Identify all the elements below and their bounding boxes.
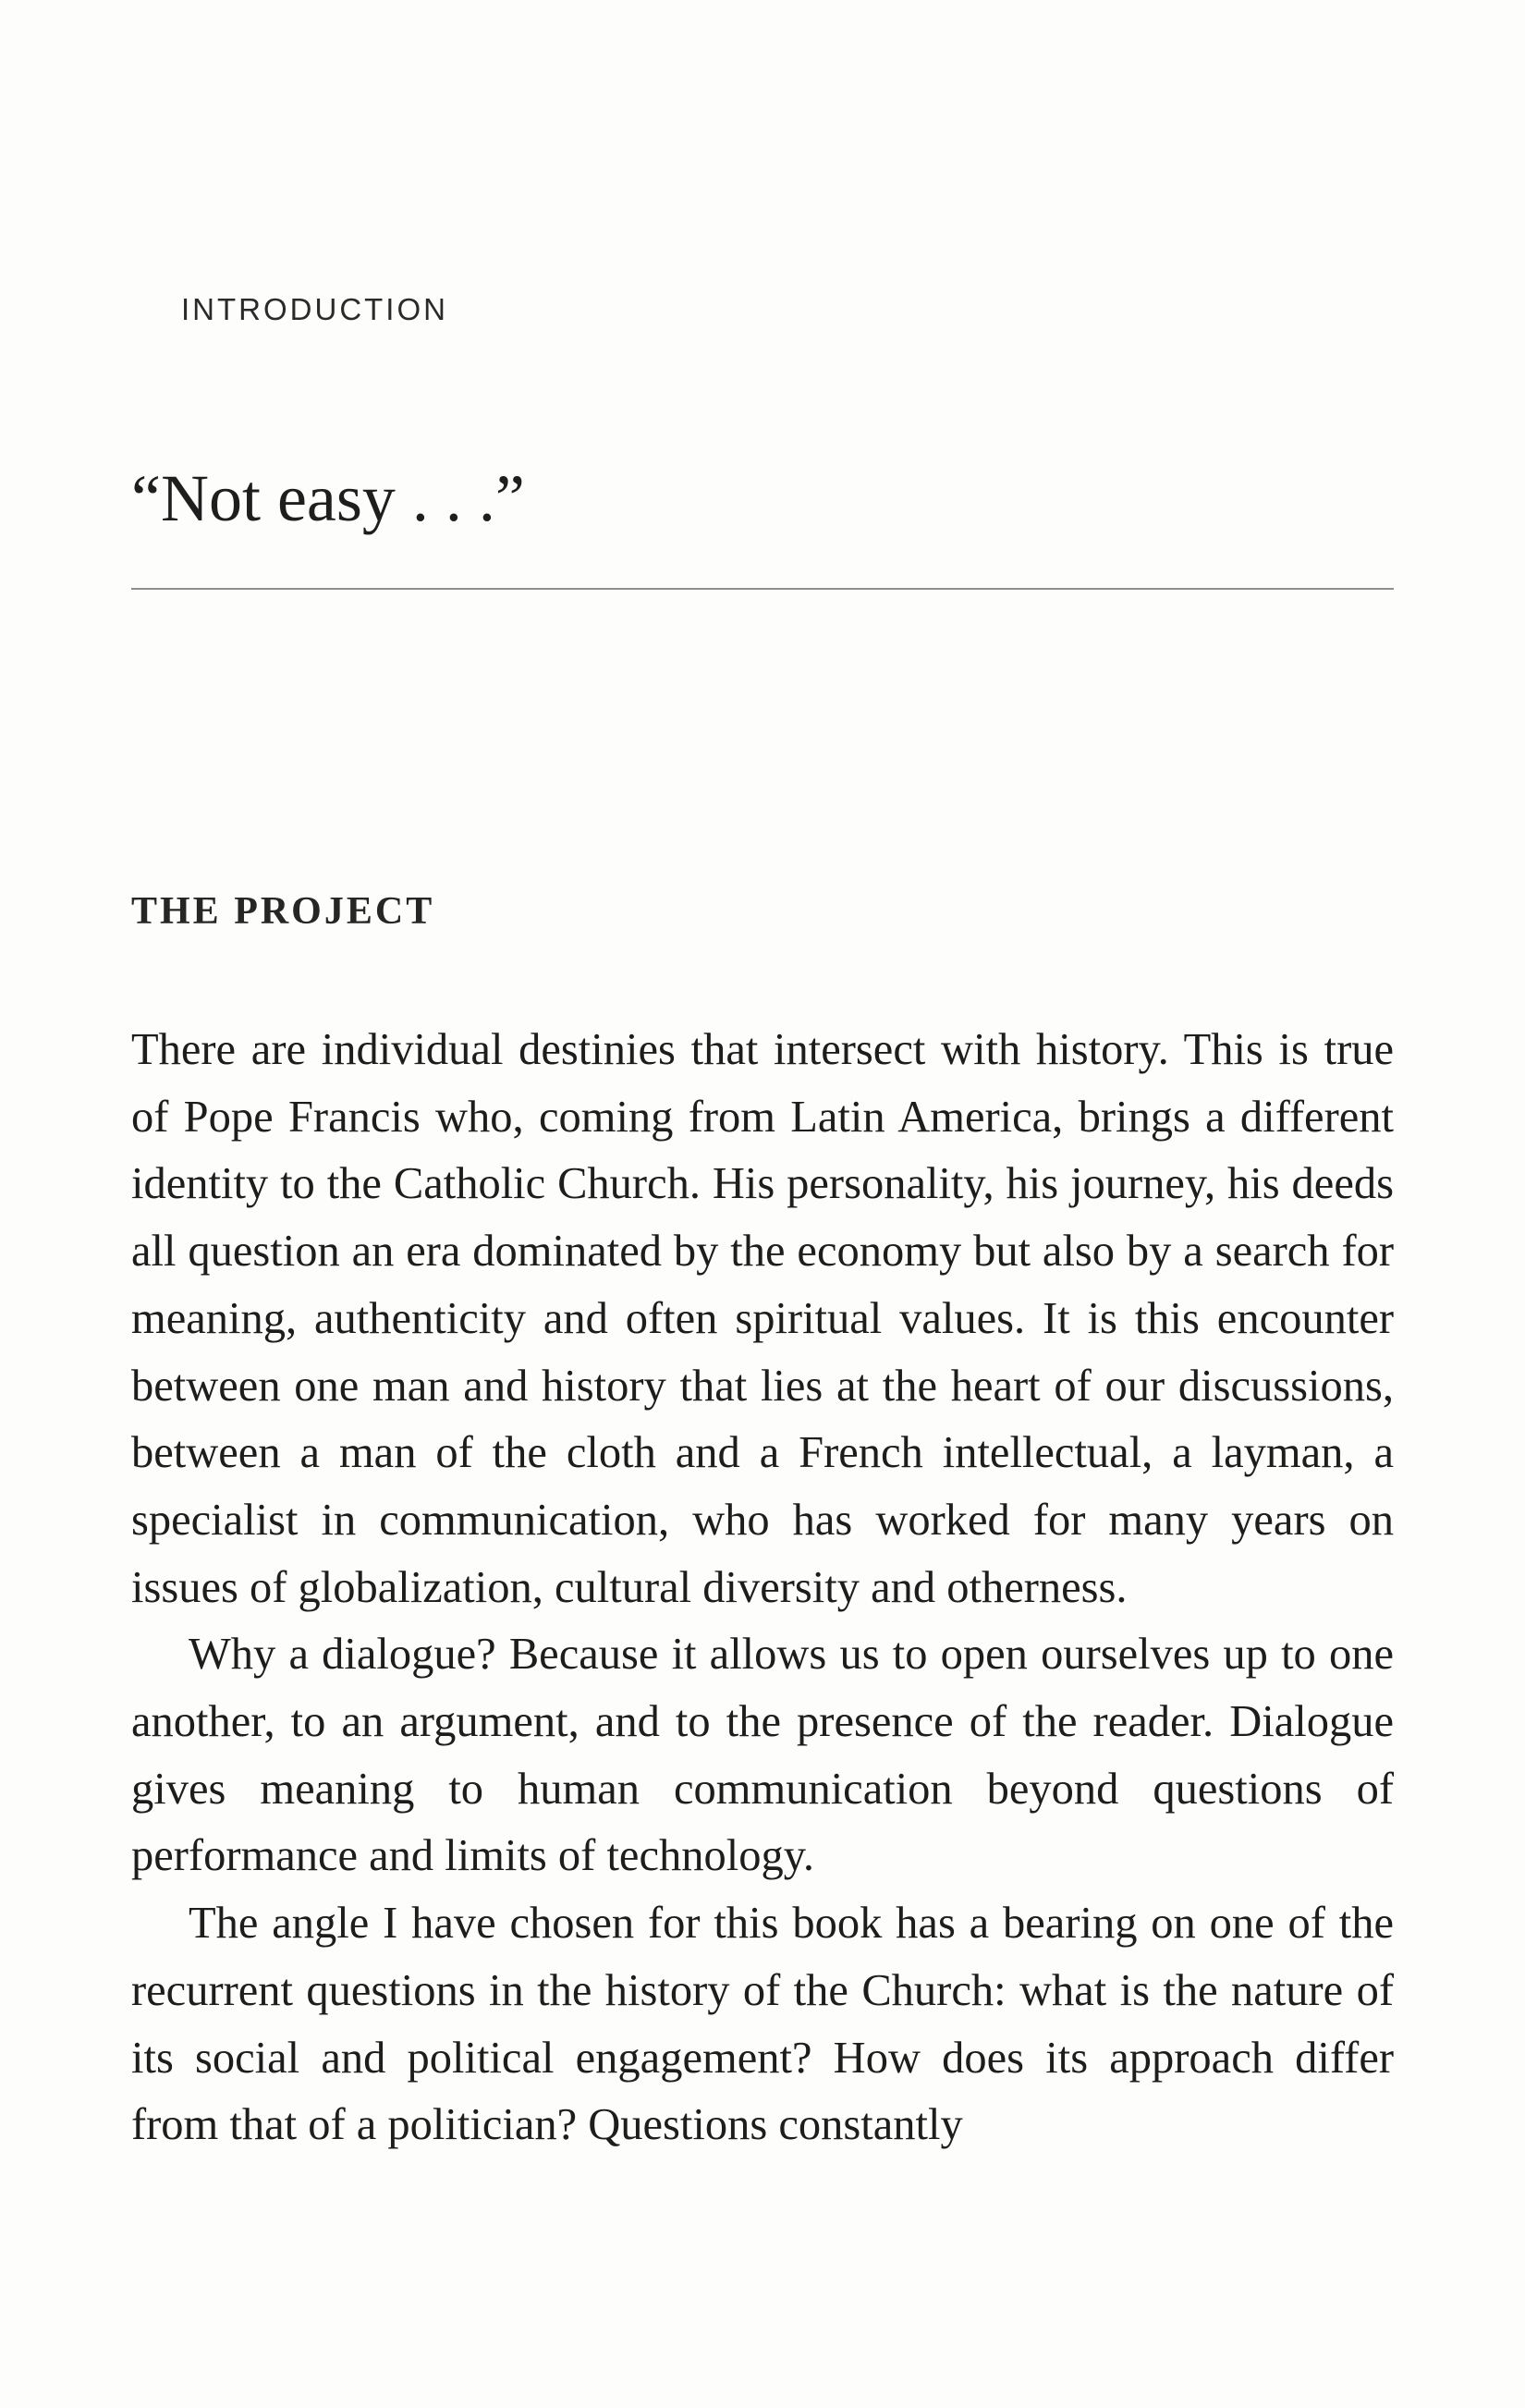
chapter-title: “Not easy . . .” [131, 461, 525, 535]
paragraph: Why a dialogue? Because it allows us to open ourselves up to one another, to an argument, and to the presence of the reader. Dialogue gives meaning to human communication beyond questions of performance and limits of technology. [131, 1630, 1394, 1881]
body-text [131, 1017, 1394, 2159]
paragraph: There are individual destinies that intersect with history. This is true of Pope Francis who, coming from Latin America, brings a different identity to the Catholic Church. His personality, his journey, his deeds all question an era dominated by the economy but also by a search for meaning, authenticity and often spiritual values. It is this encounter between one man and history that lies at the heart of our discussions, between a man of the cloth and a French intellectual, a layman, a specialist in communication, who has worked for many years on issues of globalization, cultural diversity and otherness. [131, 1025, 1394, 1612]
title-divider [131, 588, 1394, 590]
paragraph: The angle I have chosen for this book has a bearing on one of the recurrent questions in the history of the Church: what is the nature of its social and political engagement? How does its approach differ from that of a politician? Questions constantly [131, 1899, 1394, 2150]
section-heading: THE PROJECT [131, 890, 435, 933]
chapter-label: INTRODUCTION [181, 292, 448, 326]
